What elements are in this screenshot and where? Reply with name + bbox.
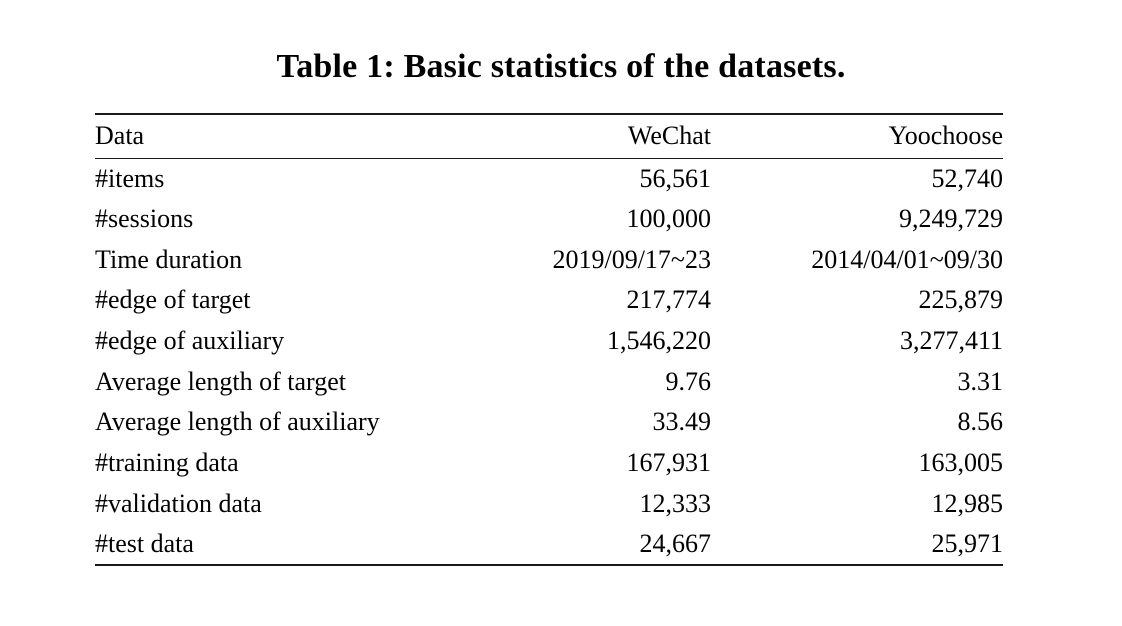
wechat-value: 12,333 [639,488,711,518]
yoochoose-value: 225,879 [918,285,1003,315]
wechat-value: 217,774 [626,285,711,315]
yoochoose-value: 9,249,729 [899,204,1003,234]
row-label: #edge of auxiliary [95,326,285,356]
yoochoose-value: 2014/04/01~09/30 [811,244,1003,274]
wechat-value: 33.49 [652,407,711,437]
wechat-value: 56,561 [639,163,711,193]
column-header-wechat: WeChat [627,121,711,151]
table-row [95,361,1003,402]
row-label: #validation data [95,488,262,518]
wechat-value: 1,546,220 [607,326,711,356]
yoochoose-value: 25,971 [931,529,1003,559]
yoochoose-value: 163,005 [918,448,1003,478]
table-row [95,280,1003,321]
table-row [95,524,1003,565]
wechat-value: 167,931 [626,448,711,478]
wechat-value: 9.76 [665,366,711,396]
table-row [95,158,1003,199]
row-label: #training data [95,448,239,478]
wechat-value: 24,667 [639,529,711,559]
table-row [95,199,1003,240]
column-header-data: Data [95,121,145,151]
row-label: #edge of target [95,285,251,315]
yoochoose-value: 3.31 [957,366,1003,396]
header-row [95,114,1003,158]
column-header-yoochoose: Yoochoose [888,121,1003,151]
row-label: Average length of auxiliary [95,407,380,437]
row-label: Time duration [95,244,243,274]
wechat-value: 100,000 [626,204,711,234]
table-row [95,484,1003,525]
table-row [95,402,1003,443]
table-row [95,443,1003,484]
wechat-value: 2019/09/17~23 [552,244,711,274]
row-label: #test data [95,529,194,559]
yoochoose-value: 52,740 [931,163,1003,193]
table-caption: Table 1: Basic statistics of the datasets. [276,48,846,85]
row-label: #items [95,163,165,193]
row-label: #sessions [95,204,194,234]
table-row [95,321,1003,362]
yoochoose-value: 8.56 [957,407,1003,437]
row-label: Average length of target [95,366,346,396]
yoochoose-value: 12,985 [931,488,1003,518]
table-row [95,239,1003,280]
statistics-table [95,113,1003,566]
yoochoose-value: 3,277,411 [899,326,1003,356]
